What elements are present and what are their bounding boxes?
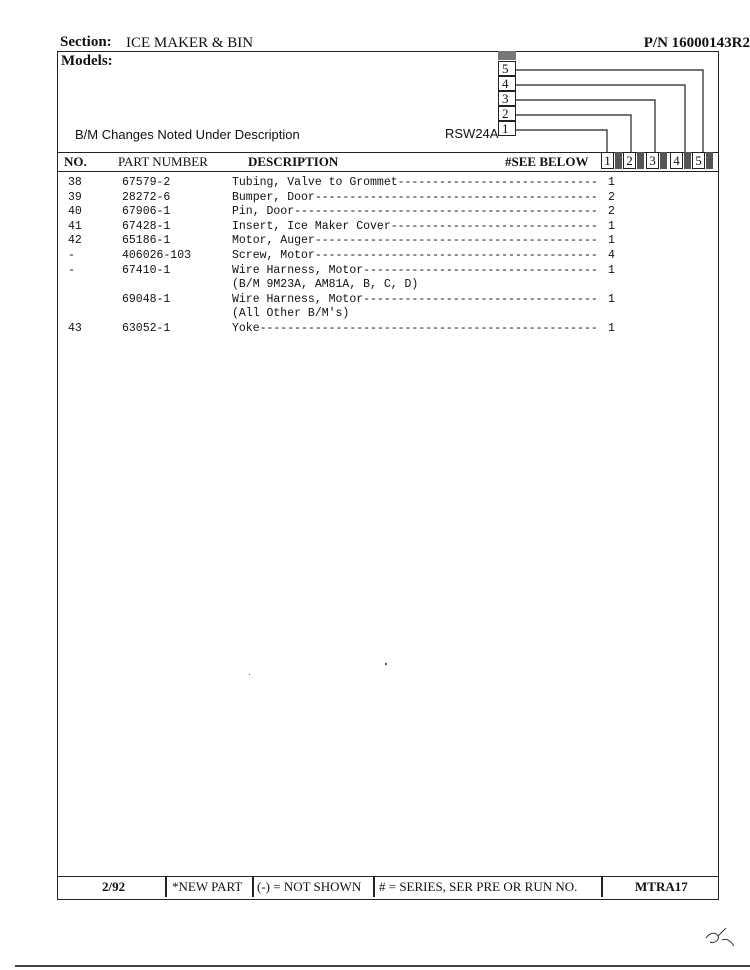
item-number: 40 — [68, 205, 82, 219]
table-row — [58, 278, 718, 293]
series-box-4: 4 — [670, 152, 683, 169]
description: Screw, Motor----------------------------------------- — [232, 248, 598, 262]
item-number: 39 — [68, 190, 82, 204]
table-row — [58, 191, 718, 206]
item-number: 38 — [68, 176, 82, 189]
description: Wire Harness, Motor---------------------------------- — [232, 292, 598, 306]
table-row — [58, 264, 718, 279]
footer-date: 2/92 — [102, 879, 126, 894]
part-number: 406026-103 — [122, 248, 192, 262]
table-row — [58, 293, 718, 308]
quantity: 4 — [608, 248, 615, 262]
footer-divider — [373, 877, 375, 897]
table-row — [58, 205, 718, 220]
item-number: - — [68, 248, 75, 262]
footer-page-code: MTRA17 — [635, 879, 688, 894]
series-box-5: 5 — [692, 152, 705, 169]
table-row — [58, 176, 718, 191]
quantity: 1 — [608, 263, 615, 277]
parts-list-frame — [57, 51, 719, 900]
bm-changes-note: B/M Changes Noted Under Description — [75, 127, 300, 142]
description: Wire Harness, Motor---------------------------------- — [232, 263, 598, 277]
part-number: 65186-1 — [122, 234, 171, 248]
footer-series-note: # = SERIES, SER PRE OR RUN NO. — [379, 879, 578, 894]
model-code: RSW24A — [445, 126, 499, 141]
series-shade — [706, 152, 713, 169]
code-box-1: 1 — [498, 121, 516, 136]
code-box-4: 4 — [498, 76, 516, 91]
item-number: 41 — [68, 219, 82, 233]
table-row — [58, 220, 718, 235]
table-row — [58, 322, 718, 337]
shaded-mark — [498, 51, 516, 60]
description: Yoke------------------------------------------------- — [232, 321, 598, 335]
section-name: ICE MAKER & BIN — [126, 35, 254, 51]
quantity: 1 — [608, 292, 615, 306]
code-box-5: 5 — [498, 61, 516, 76]
series-shade — [615, 152, 622, 169]
col-no: NO. — [64, 154, 87, 169]
col-description: DESCRIPTION — [248, 154, 339, 169]
page-bottom-rule — [15, 965, 750, 967]
footer-divider — [165, 877, 167, 897]
part-number: 69048-1 — [122, 292, 171, 306]
description: Pin, Door-------------------------------------------- — [232, 205, 598, 219]
item-number: 42 — [68, 234, 82, 248]
quantity: 2 — [608, 190, 615, 204]
parts-table — [58, 176, 718, 337]
series-bracket-lines — [58, 52, 720, 162]
description: Motor, Auger----------------------------------------- — [232, 234, 598, 248]
scan-speck — [249, 674, 250, 675]
code-box-3: 3 — [498, 91, 516, 106]
table-row — [58, 307, 718, 322]
quantity: 2 — [608, 205, 615, 219]
col-see-below: #SEE BELOW — [505, 154, 589, 169]
series-shade — [660, 152, 667, 169]
description: (All Other B/M's) — [232, 307, 350, 321]
series-box-3: 3 — [646, 152, 659, 169]
series-box-2: 2 — [623, 152, 636, 169]
item-number: 43 — [68, 321, 82, 335]
part-number-header: P/N 16000143R2 — [643, 35, 750, 51]
description: Tubing, Valve to Grommet----------------------------- — [232, 176, 598, 189]
section-label: Section: — [60, 34, 112, 50]
quantity: 1 — [608, 234, 615, 248]
footer-row — [58, 876, 718, 898]
series-box-1: 1 — [601, 152, 614, 169]
handwritten-mark-icon — [700, 920, 740, 950]
footer-new-part: *NEW PART — [172, 879, 243, 894]
col-part-number: PART NUMBER — [118, 154, 208, 169]
footer-not-shown: (-) = NOT SHOWN — [257, 879, 362, 894]
part-number: 63052-1 — [122, 321, 171, 335]
description: (B/M 9M23A, AM81A, B, C, D) — [232, 278, 419, 292]
description: Insert, Ice Maker Cover------------------------------ — [232, 219, 598, 233]
table-row — [58, 234, 718, 249]
part-number: 67906-1 — [122, 205, 171, 219]
table-row — [58, 249, 718, 264]
models-label: Models: — [61, 53, 113, 69]
footer-divider — [601, 877, 603, 897]
series-shade — [684, 152, 691, 169]
code-box-2: 2 — [498, 106, 516, 121]
quantity: 1 — [608, 321, 615, 335]
part-number: 67410-1 — [122, 263, 171, 277]
series-shade — [637, 152, 644, 169]
item-number: - — [68, 263, 75, 277]
part-number: 67579-2 — [122, 176, 171, 189]
page-header — [60, 34, 750, 52]
part-number: 67428-1 — [122, 219, 171, 233]
series-code-boxes — [498, 52, 518, 142]
quantity: 1 — [608, 219, 615, 233]
description: Bumper, Door----------------------------------------- — [232, 190, 598, 204]
scan-speck — [385, 663, 387, 665]
footer-divider — [252, 877, 254, 897]
part-number: 28272-6 — [122, 190, 171, 204]
column-header-row — [58, 152, 718, 172]
quantity: 1 — [608, 176, 615, 189]
